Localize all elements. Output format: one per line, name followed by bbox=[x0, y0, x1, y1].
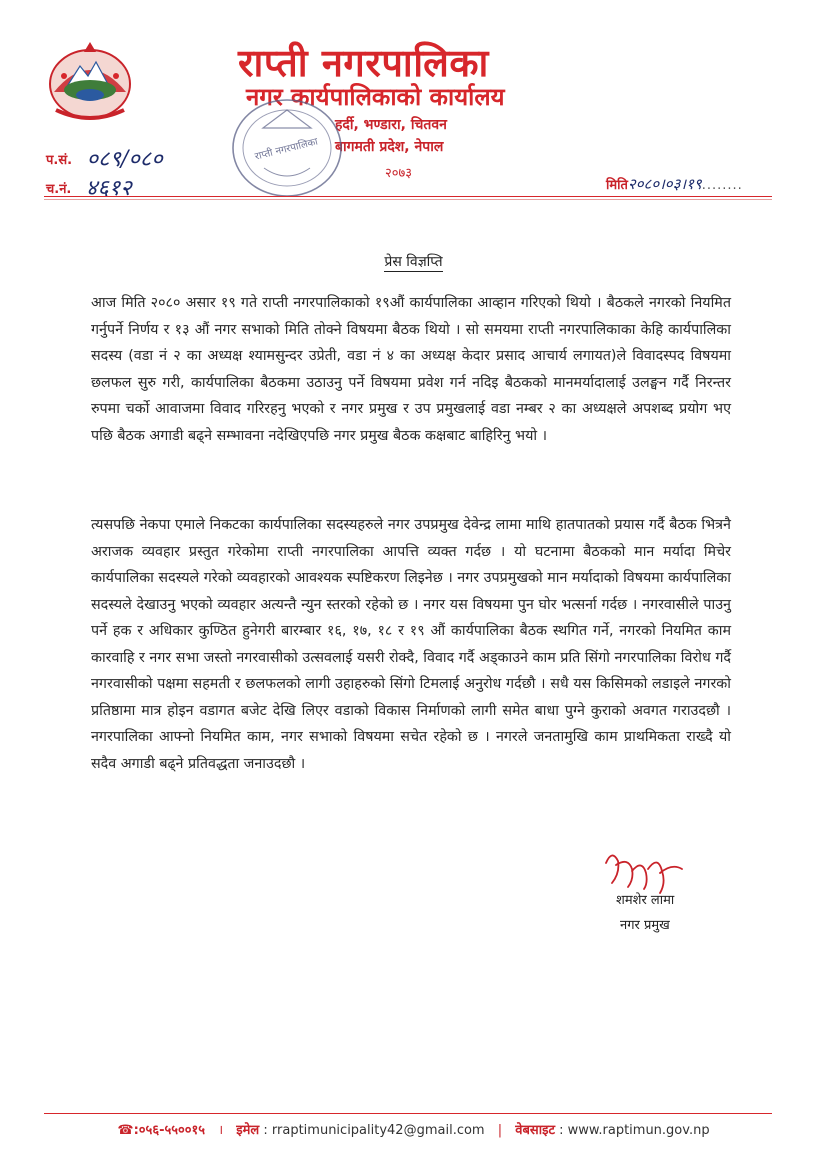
handwritten-signature bbox=[598, 843, 690, 895]
dispatch-label: च.नं. bbox=[46, 182, 72, 197]
footer-separator: | bbox=[497, 1123, 503, 1138]
document-title-text: प्रेस विज्ञप्ति bbox=[384, 254, 443, 270]
nepal-emblem-icon bbox=[44, 40, 136, 124]
header-divider-thin bbox=[44, 199, 772, 200]
stamp-text: राप्ती नगरपालिका bbox=[253, 136, 319, 163]
signatory-designation: नगर प्रमुख bbox=[620, 918, 670, 933]
footer-separator: । bbox=[218, 1123, 224, 1138]
dispatch-number bbox=[46, 172, 132, 202]
organization-name: राप्ती नगरपालिका bbox=[238, 41, 489, 85]
signatory-name: शमशेर लामा bbox=[616, 893, 675, 908]
office-address bbox=[335, 114, 447, 158]
address-line-1: हर्दी, भण्डारा, चितवन bbox=[335, 117, 447, 133]
paragraph-2: त्यसपछि नेकपा एमाले निकटका कार्यपालिका सदस्यहरुले नगर उपप्रमुख देवेन्द्र लामा माथि हातपातको प्रयास गर्दै बैठक भित्रनै अराजक व्यवहार प्रस्तुत गरेकोमा राप्ती नगरपालिका आपत्ति व्यक्त गर्दछ । यो घटनामा बैठकको मान मर्यादा मिचेर कार्यपालिका सदस्यले गरेको व्यवहारको आवश्यक स्पष्टिकरण लिइनेछ । नगर उपप्रमुखको मान मर्यादाको विषयमा कार्यपालिका सदस्यले देखाउनु भएको व्यवहार अत्यन्तै न्युन स्तरको रहेको छ । नगर यस विषयमा पुन घोर भत्सर्ना गर्दछ । नगरवासीले पाउनु पर्ने हक र अधिकार कुण्ठित हुनेगरी बारम्बार १६, १७, १८ र १९ औं कार्यपालिका बैठक स्थगित गर्ने, नगरको नियमित काम कारवाहि र नगर सभा जस्तो नगरवासीको उत्सवलाई यसरी रोक्दै, विवाद गर्दै अड्काउने काम प्रति सिंगो नगरपालिका विरोध गर्दै नगरवासीको पक्षमा सहमती र छलफलको लागी उहाहरुको सिंगो टिमलाई अनुरोध गर्दछौ । सधै यस किसिमको लडाइले नगरको प्रतिष्ठामा मात्र होइन वडागत बजेट देखि लिएर वडाको विकास निर्माणको लागी समेत बाधा पुग्ने कुराको अवगत गराउदछौ । नगरपालिका आफ्नो नियमित काम, नगर सभाको विषयमा सचेत रहेको छ । नगरले जनतामुखि काम प्राथमिकता राख्दै यो सदैव अगाडी बढ्ने प्रतिवद्धता जनाउदछौ । bbox=[91, 517, 731, 772]
header-divider bbox=[44, 196, 772, 197]
document-title bbox=[0, 252, 827, 271]
footer-divider bbox=[44, 1113, 772, 1114]
letter-date bbox=[606, 174, 743, 194]
dispatch-value: ४६१२ bbox=[85, 176, 132, 201]
reference-value: ०८९/०८० bbox=[86, 147, 163, 172]
footer-email[interactable]: rraptimunicipality42@gmail.com bbox=[271, 1123, 485, 1138]
footer-colon: : bbox=[559, 1123, 568, 1138]
reference-number bbox=[46, 143, 163, 173]
office-name: नगर कार्यपालिकाको कार्यालय bbox=[246, 83, 505, 111]
date-label: मिति bbox=[606, 178, 628, 193]
date-value: २०८०।०३।१९ bbox=[627, 175, 702, 193]
footer-email-label: इमेल bbox=[236, 1123, 260, 1138]
footer-website[interactable]: www.raptimun.gov.np bbox=[567, 1123, 710, 1138]
footer-phone: ☎:०५६-५५००१५ bbox=[117, 1123, 206, 1138]
address-line-2: बागमती प्रदेश, नेपाल bbox=[335, 139, 444, 155]
office-stamp bbox=[228, 94, 346, 202]
date-dots: ........ bbox=[701, 178, 743, 193]
reference-label: प.सं. bbox=[46, 153, 73, 168]
paragraph-1: आज मिति २०८० असार १९ गते राप्ती नगरपालिकाको १९औं कार्यपालिका आव्हान गरिएको थियो । बैठकले नगरको नियमित गर्नुपर्ने निर्णय र १३ औं नगर सभाको मिति तोक्ने विषयमा बैठक थियो । सो समयमा राप्ती नगरपालिकाका केहि कार्यपालिका सदस्य (वडा नं २ का अध्यक्ष श्यामसुन्दर उप्रेती, वडा नं ४ का अध्यक्ष केदार प्रसाद आचार्य लगायत)ले विवादस्पद विषयमा छलफल सुरु गरी, कार्यपालिका बैठकमा उठाउनु पर्ने विषयमा प्रवेश गर्न नदिइ बैठकको मानमर्यादालाई उलङ्घन गर्दै निरन्तर रुपमा चर्को आवाजमा विवाद गरिरहनु भएको र नगर प्रमुख र उप प्रमुखलाई वडा नम्बर २ का अध्यक्षले अपशब्द प्रयोग भए पछि बैठक अगाडी बढ्ने सम्भावना नदेखिएपछि नगर प्रमुख बैठक कक्षबाट बाहिरिनु भयो । bbox=[91, 295, 731, 444]
footer-contact bbox=[0, 1120, 827, 1138]
footer-website-label: वेबसाइट bbox=[515, 1123, 556, 1138]
establishment-year: २०७३ bbox=[385, 166, 413, 181]
footer-colon: : bbox=[263, 1123, 272, 1138]
